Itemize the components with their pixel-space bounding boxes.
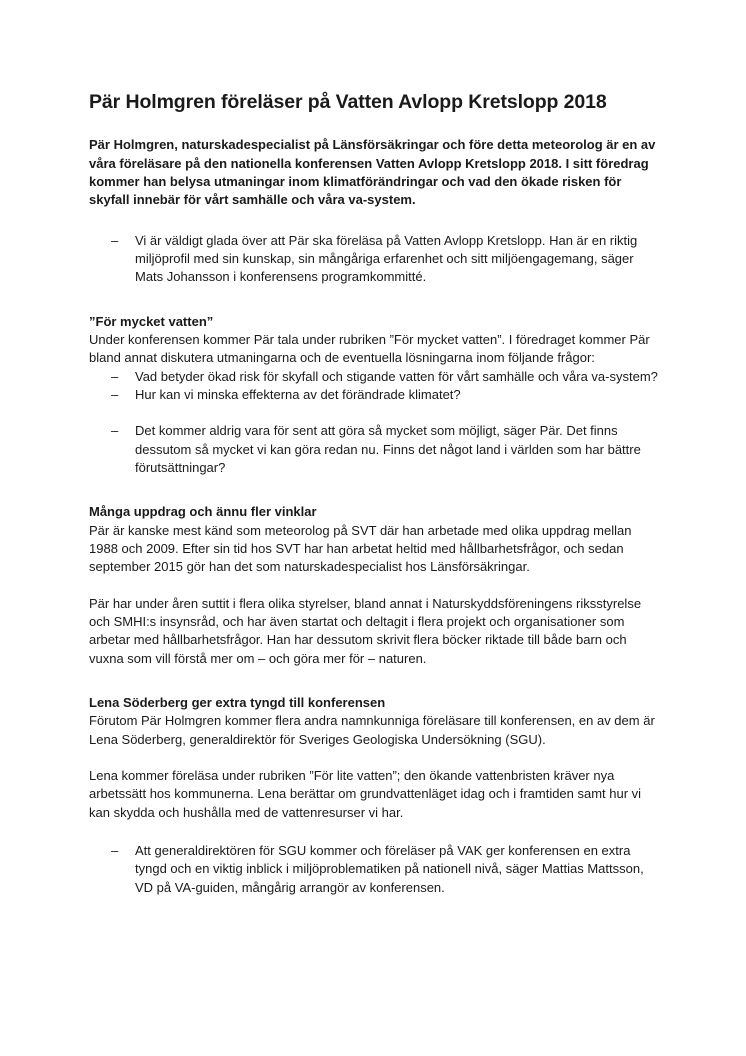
quote-list [89,232,659,287]
quote-item [89,422,659,477]
quote-item [89,232,659,287]
dash-bullet: – [111,368,119,384]
section-many-assignments [89,503,659,668]
question-list [89,368,659,405]
dash-bullet: – [111,842,119,858]
section-body: Pär är kanske mest känd som meteorolog på SVT där han arbetade med olika uppdrag mellan 1988 och 2009. Efter sin tid hos SVT har han arbetat heltid med hållbarhetsfrågor, och sedan september 2015 gör han det som naturskadespecialist hos Länsförsäkringar. [89,522,632,575]
question-item [89,386,659,404]
quote-text: Vi är väldigt glada över att Pär ska föreläsa på Vatten Avlopp Kretslopp. Han är en riktig miljöprofil med sin kunskap, sin mångåriga erfarenhet och sitt miljöengagemang, säger Mats Johansson i konferensens programkommitté. [135,232,638,285]
section-lena-soderberg [89,694,659,897]
section-heading: ”För mycket vatten” [89,313,214,329]
quote-item [89,842,659,897]
dash-bullet: – [111,423,119,439]
document-page [89,90,659,915]
quote-text: Att generaldirektören för SGU kommer och föreläser på VAK ger konferensen en extra tyngd och en viktig inblick i miljöproblematiken på nationell nivå, säger Mattias Mattsson, VD på VA-guiden, mångårig arrangör av konferensen. [135,842,644,895]
page-title: Pär Holmgren föreläser på Vatten Avlopp Kretslopp 2018 [89,91,607,113]
dash-bullet: – [111,232,119,248]
dash-bullet: – [111,386,119,402]
section-body: Pär har under åren suttit i flera olika styrelser, bland annat i Naturskyddsföreningens riksstyrelse och SMHI:s insynsråd, och har även startat och deltagit i flera projekt och organisationer som arbetar med hållbarhetsfrågor. Han har dessutom skrivit flera böcker riktade till både barn och vuxna som vill förstå mer om – och göra mer för – naturen. [89,595,642,666]
lead-paragraph: Pär Holmgren, naturskadespecialist på Länsförsäkringar och före detta meteorolog är en av våra föreläsare på den nationella konferensen Vatten Avlopp Kretslopp 2018. I sitt föredrag kommer han belysa utmaningar inom klimatförändringar och vad den ökade risken för skyfall innebär för vårt samhälle och våra va-system. [89,137,656,208]
quote-list [89,422,659,477]
question-text: Hur kan vi minska effekterna av det förändrade klimatet? [135,386,461,402]
quote-text: Det kommer aldrig vara för sent att göra så mycket som möjligt, säger Pär. Det finns dessutom så mycket vi kan göra redan nu. Finns det något land i världen som har bättre förutsättningar? [135,423,641,475]
section-heading: Många uppdrag och ännu fler vinklar [89,504,317,520]
section-heading: Lena Söderberg ger extra tyngd till konferensen [89,694,386,710]
question-item [89,368,659,386]
question-text: Vad betyder ökad risk för skyfall och stigande vatten för vårt samhälle och våra va-system? [135,368,658,384]
section-body: Lena kommer föreläsa under rubriken ”För lite vatten”; den ökande vattenbristen kräver nya arbetssätt hos kommunerna. Lena berättar om grundvattenläget idag och i framtiden samt hur vi kan skydda och hushålla med de vattenresurser vi har. [89,767,642,820]
section-body: Förutom Pär Holmgren kommer flera andra namnkunniga föreläsare till konferensen, en av dem är Lena Söderberg, generaldirektör för Sveriges Geologiska Undersökning (SGU). [89,713,655,747]
section-body: Under konferensen kommer Pär tala under rubriken ”För mycket vatten”. I föredraget kommer Pär bland annat diskutera utmaningarna och de eventuella lösningarna inom följande frågor: [89,332,650,366]
quote-list [89,842,659,897]
section-too-much-water [89,313,659,478]
